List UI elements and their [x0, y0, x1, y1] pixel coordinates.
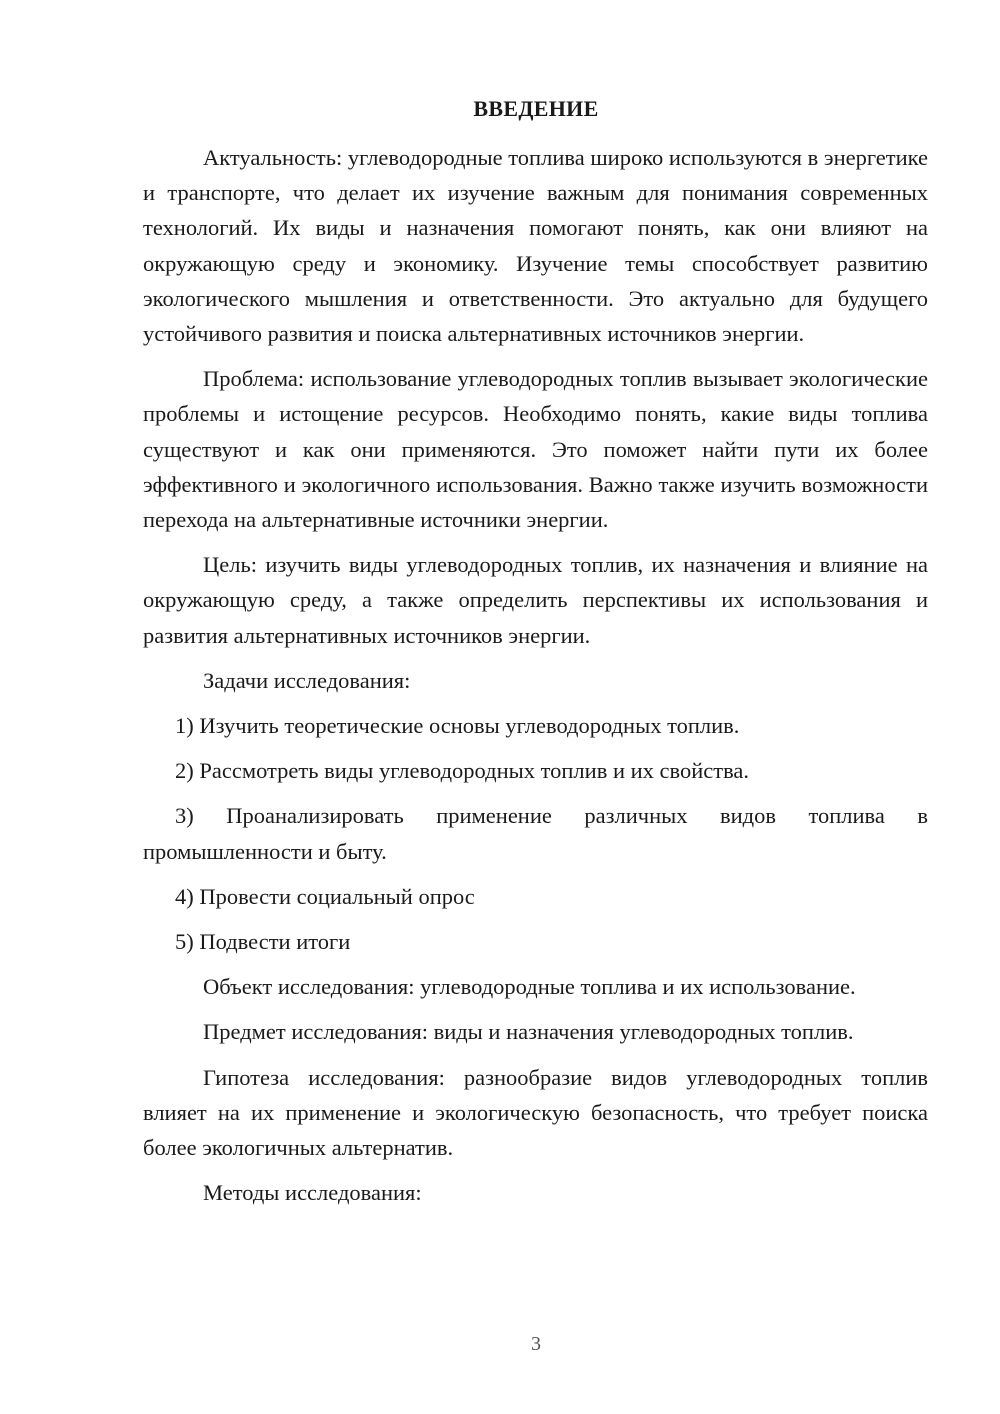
paragraph-object: Объект исследования: углеводородные топлива и их использование.: [203, 974, 856, 1000]
paragraph-hypothesis: Гипотеза исследования: разнообразие видов углеводородных топлив влияет на их применение и экологическую безопасность, что требует поиска более экологичных альтернатив.: [143, 1064, 928, 1161]
task-item-4: 4) Провести социальный опрос: [175, 883, 475, 909]
task-item-2: 2) Рассмотреть виды углеводородных топлив и их свойства.: [175, 758, 750, 784]
paragraph-tasks-heading: Задачи исследования:: [203, 667, 411, 693]
document-body: [143, 140, 928, 1220]
paragraph-methods: Методы исследования:: [203, 1180, 422, 1206]
paragraph-problem: Проблема: использование углеводородных топлив вызывает экологические проблемы и истощение ресурсов. Необходимо понять, какие виды топлива существуют и как они применяются. Это поможет найти пути их более эффективного и экологичного использования. Важно также изучить возможности перехода на альтернативные источники энергии.: [143, 366, 928, 533]
page-number: 3: [531, 1333, 541, 1355]
paragraph-goal: Цель: изучить виды углеводородных топлив, их назначения и влияние на окружающую среду, а также определить перспективы их использования и развития альтернативных источников энергии.: [143, 552, 928, 648]
page-title: ВВЕДЕНИЕ: [473, 96, 599, 121]
task-item-3: 3) Проанализировать применение различных видов топлива в промышленности и быту.: [143, 803, 928, 864]
paragraph-subject: Предмет исследования: виды и назначения углеводородных топлив.: [203, 1019, 854, 1045]
paragraph-relevance: Актуальность: углеводородные топлива широко используются в энергетике и транспорте, что делает их изучение важным для понимания современных технологий. Их виды и назначения помогают понять, как они влияют на окружающую среду и экономику. Изучение темы способствует развитию экологического мышления и ответственности. Это актуально для будущего устойчивого развития и поиска альтернативных источников энергии.: [143, 145, 928, 347]
task-item-5: 5) Подвести итоги: [175, 929, 351, 955]
task-item-1: 1) Изучить теоретические основы углеводородных топлив.: [175, 713, 740, 739]
